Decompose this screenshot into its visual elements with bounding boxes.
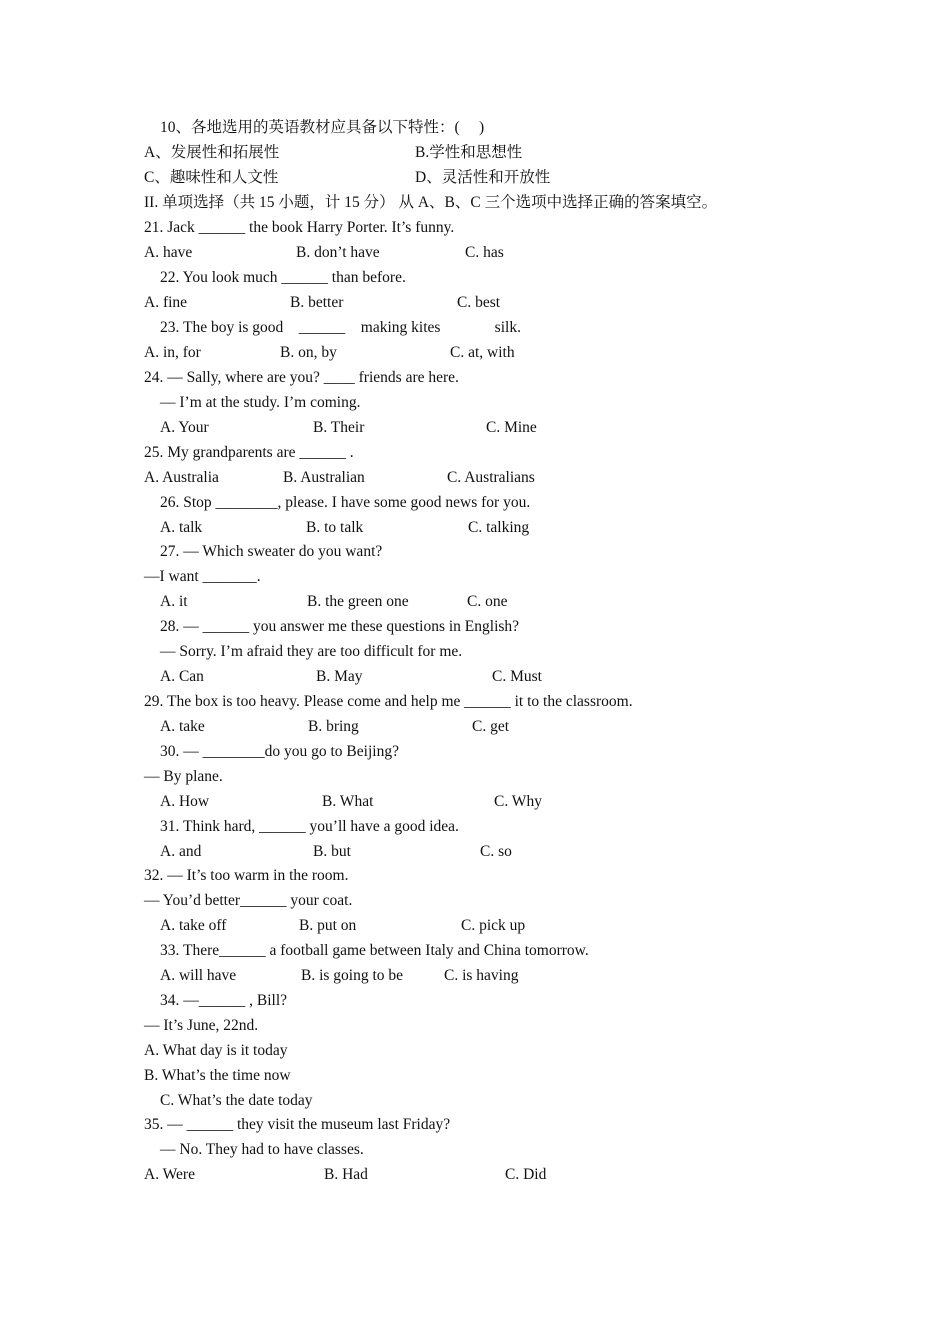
text-line: B. What’s the time now bbox=[144, 1067, 291, 1084]
answer-option: B. better bbox=[290, 294, 344, 311]
answer-option: A. and bbox=[160, 843, 202, 860]
answer-option: A. in, for bbox=[144, 344, 201, 361]
answer-option: C. talking bbox=[468, 519, 530, 536]
answer-option: B. Had bbox=[324, 1166, 368, 1183]
text-line: II. 单项选择（共 15 小题，计 15 分） 从 A、B、C 三个选项中选择正确的答案填空。 bbox=[144, 194, 718, 211]
answer-option: C. best bbox=[457, 294, 501, 311]
answer-option: B. bring bbox=[308, 718, 359, 735]
answer-option: B.学性和思想性 bbox=[415, 144, 523, 161]
answer-option: C. Why bbox=[494, 793, 542, 810]
answer-option: B. the green one bbox=[307, 593, 409, 610]
answer-option: C. so bbox=[480, 843, 512, 860]
answer-option: C. one bbox=[467, 593, 508, 610]
text-line: —I want _______. bbox=[144, 568, 261, 585]
answer-option: C. get bbox=[472, 718, 510, 735]
answer-option: C. is having bbox=[444, 967, 519, 984]
answer-option: B. Their bbox=[313, 419, 365, 436]
text-line: 28. — ______ you answer me these questions in English? bbox=[160, 618, 520, 635]
answer-option: B. is going to be bbox=[301, 967, 404, 984]
answer-option: A. talk bbox=[160, 519, 203, 536]
answer-option: B. Australian bbox=[283, 469, 365, 486]
text-line: 24. — Sally, where are you? ____ friends are here. bbox=[144, 369, 459, 386]
answer-option: A. it bbox=[160, 593, 188, 610]
text-line: — No. They had to have classes. bbox=[160, 1141, 364, 1158]
answer-option: A. Were bbox=[144, 1166, 195, 1183]
text-line: — By plane. bbox=[144, 768, 223, 785]
text-line: 32. — It’s too warm in the room. bbox=[144, 867, 349, 884]
text-line: — I’m at the study. I’m coming. bbox=[160, 394, 361, 411]
answer-option: A. Can bbox=[160, 668, 204, 685]
answer-option: B. May bbox=[316, 668, 363, 685]
text-line: 25. My grandparents are ______ . bbox=[144, 444, 354, 461]
answer-option: A. take off bbox=[160, 917, 227, 934]
answer-option: A、发展性和拓展性 bbox=[144, 144, 280, 161]
answer-option: C. Mine bbox=[486, 419, 537, 436]
text-line: A. What day is it today bbox=[144, 1042, 288, 1059]
answer-option: C. at, with bbox=[450, 344, 515, 361]
answer-option: A. fine bbox=[144, 294, 188, 311]
text-line: 29. The box is too heavy. Please come and help me ______ it to the classroom. bbox=[144, 693, 633, 710]
answer-option: A. How bbox=[160, 793, 210, 810]
text-line: 21. Jack ______ the book Harry Porter. It’s funny. bbox=[144, 219, 455, 236]
answer-option: A. Your bbox=[160, 419, 209, 436]
answer-option: B. put on bbox=[299, 917, 357, 934]
text-line: 10、各地选用的英语教材应具备以下特性：( ) bbox=[160, 119, 485, 136]
answer-option: B. don’t have bbox=[296, 244, 380, 261]
text-line: — It’s June, 22nd. bbox=[144, 1017, 259, 1034]
answer-option: D、灵活性和开放性 bbox=[415, 169, 551, 186]
answer-option: C. Did bbox=[505, 1166, 547, 1183]
text-line: 23. The boy is good ______ making kites silk. bbox=[160, 319, 521, 336]
answer-option: A. will have bbox=[160, 967, 237, 984]
text-line: 35. — ______ they visit the museum last Friday? bbox=[144, 1116, 451, 1133]
answer-option: A. Australia bbox=[144, 469, 219, 486]
answer-option: B. on, by bbox=[280, 344, 337, 361]
text-line: 26. Stop ________, please. I have some good news for you. bbox=[160, 494, 531, 511]
answer-option: C、趣味性和人文性 bbox=[144, 169, 279, 186]
text-line: 27. — Which sweater do you want? bbox=[160, 543, 383, 560]
answer-option: C. has bbox=[465, 244, 504, 261]
answer-option: C. Australians bbox=[447, 469, 535, 486]
answer-option: A. have bbox=[144, 244, 193, 261]
answer-option: C. Must bbox=[492, 668, 542, 685]
text-line: C. What’s the date today bbox=[160, 1092, 313, 1109]
answer-option: B. What bbox=[322, 793, 374, 810]
text-line: — Sorry. I’m afraid they are too difficult for me. bbox=[160, 643, 463, 660]
answer-option: A. take bbox=[160, 718, 205, 735]
text-line: — You’d better______ your coat. bbox=[144, 892, 353, 909]
answer-option: C. pick up bbox=[461, 917, 526, 934]
text-line: 33. There______ a football game between Italy and China tomorrow. bbox=[160, 942, 589, 959]
answer-option: B. to talk bbox=[306, 519, 364, 536]
text-line: 30. — ________do you go to Beijing? bbox=[160, 743, 399, 760]
text-line: 22. You look much ______ than before. bbox=[160, 269, 406, 286]
text-line: 31. Think hard, ______ you’ll have a good idea. bbox=[160, 818, 459, 835]
text-line: 34. —______ , Bill? bbox=[160, 992, 288, 1009]
answer-option: B. but bbox=[313, 843, 351, 860]
